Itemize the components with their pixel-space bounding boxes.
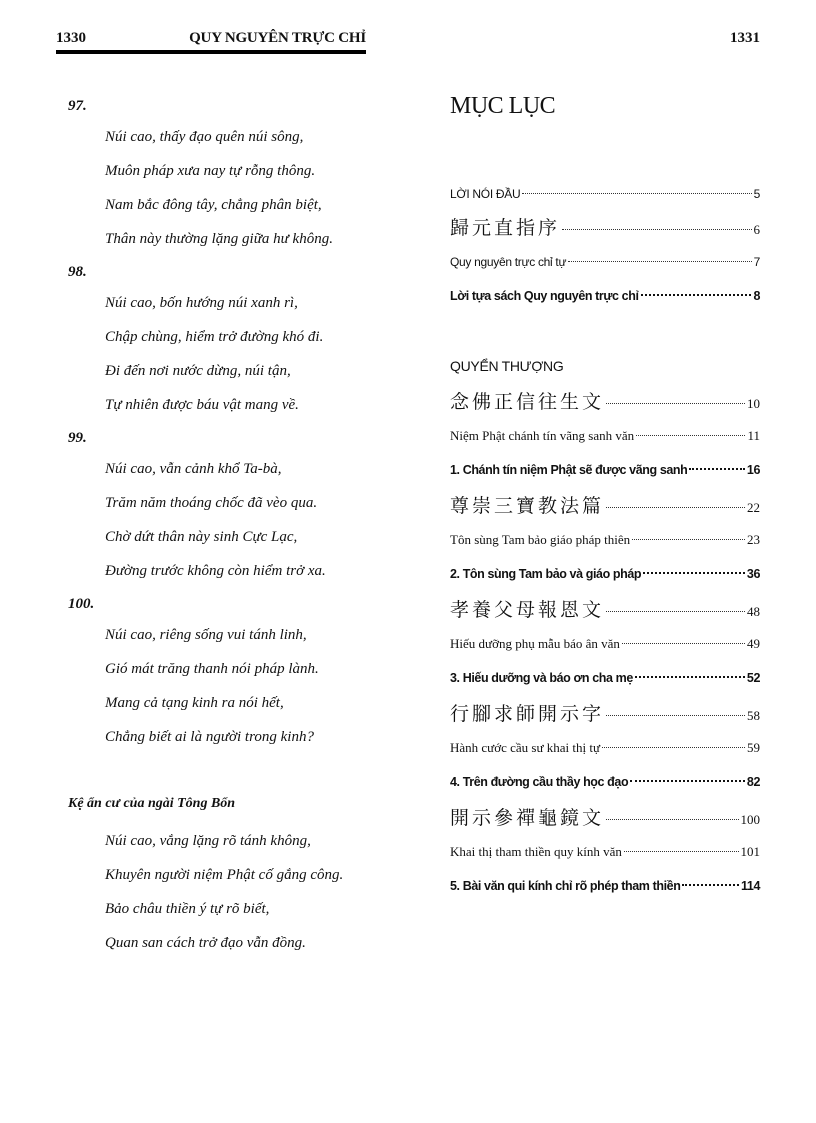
toc-front-matter: [450, 178, 760, 314]
poem-line: Chập chùng, hiểm trở đường khó đi.: [105, 329, 324, 345]
toc-entry[interactable]: [450, 868, 760, 904]
poem-line: Tự nhiên được báu vật mang về.: [105, 397, 299, 413]
toc-entry-page: 52: [746, 671, 760, 685]
toc-entry[interactable]: [450, 556, 760, 592]
toc-entry-page: 36: [746, 567, 760, 581]
toc-entry[interactable]: [450, 764, 760, 800]
toc-dot-leader: [682, 884, 739, 886]
toc-entry-label: Khai thị tham thiền quy kính văn: [450, 844, 622, 859]
toc-entry[interactable]: [450, 696, 760, 732]
poem-line: Núi cao, thấy đạo quên núi sông,: [105, 129, 304, 145]
toc-dot-leader: [635, 676, 745, 678]
toc-entry-label: 2. Tôn sùng Tam bảo và giáo pháp: [450, 567, 642, 581]
toc-dot-leader: [602, 747, 745, 748]
toc-entry-label: 4. Trên đường cầu thầy học đạo: [450, 775, 629, 789]
verse-line: Bảo châu thiền ý tự rõ biết,: [105, 901, 270, 917]
poem-line: Núi cao, riêng sống vui tánh linh,: [105, 627, 307, 643]
toc-entry-page: 22: [747, 500, 760, 515]
toc-dot-leader: [632, 539, 745, 540]
toc-entry-label: LỜI NÓI ĐẦU: [450, 187, 521, 201]
toc-title: MỤC LỤC: [450, 93, 556, 119]
toc-entry[interactable]: [450, 836, 760, 868]
header-rule: [56, 50, 366, 54]
toc-entry[interactable]: [450, 384, 760, 420]
poem-line: Gió mát trăng thanh nói pháp lành.: [105, 661, 319, 677]
poem-line: Chờ dứt thân này sinh Cực Lạc,: [105, 529, 298, 545]
toc-entry-page: 101: [740, 844, 760, 859]
toc-entry-label: 尊崇三寶教法篇: [450, 495, 605, 517]
toc-entry[interactable]: [450, 524, 760, 556]
toc-entry-page: 11: [747, 428, 760, 443]
toc-entry-label: Quy nguyên trực chỉ tự: [450, 255, 567, 269]
toc-dot-leader: [606, 715, 745, 716]
toc-entry-label: 5. Bài văn qui kính chỉ rõ phép tham thiền: [450, 879, 681, 893]
toc-dot-leader: [641, 294, 752, 296]
toc-dot-leader: [622, 643, 745, 644]
toc-entry-label: Hành cước cầu sư khai thị tự: [450, 740, 601, 755]
verse-title: Kệ ẩn cư của ngài Tông Bổn: [68, 796, 236, 811]
toc-entry-page: 16: [746, 463, 760, 477]
running-title: QUY NGUYÊN TRỰC CHỈ: [189, 30, 366, 46]
poem-number: 98.: [68, 264, 87, 280]
toc-dot-leader: [568, 261, 751, 262]
toc-entry-page: 5: [753, 187, 760, 201]
poem-line: Muôn pháp xưa nay tự rỗng thông.: [105, 163, 316, 179]
poem-number: 100.: [68, 596, 95, 612]
toc-dot-leader: [630, 780, 745, 782]
toc-entry-page: 23: [747, 532, 760, 547]
toc-entry-label: 孝養父母報恩文: [450, 599, 605, 621]
poem-line: Mang cả tạng kinh ra nói hết,: [105, 695, 284, 711]
poem-line: Chẳng biết ai là người trong kinh?: [105, 729, 314, 745]
toc-dot-leader: [522, 193, 751, 194]
toc-dot-leader: [624, 851, 739, 852]
toc-entry[interactable]: [450, 800, 760, 836]
toc-entry-page: 49: [747, 636, 760, 651]
toc-entry[interactable]: [450, 488, 760, 524]
toc-entry[interactable]: [450, 246, 760, 278]
toc-entry-label: 1. Chánh tín niệm Phật sẽ được vãng sanh: [450, 463, 688, 477]
toc-dot-leader: [606, 611, 745, 612]
poem-line: Núi cao, vẫn cảnh khổ Ta-bà,: [105, 461, 282, 477]
poem-line: Đi đến nơi nước dừng, núi tận,: [105, 363, 291, 379]
left-page-number: 1330: [56, 30, 86, 46]
toc-entry-label: 行腳求師開示字: [450, 703, 605, 725]
poem-line: Núi cao, bốn hướng núi xanh rì,: [105, 295, 298, 311]
verse-line: Khuyên người niệm Phật cố gắng công.: [105, 867, 344, 883]
toc-entry[interactable]: [450, 592, 760, 628]
poem-line: Nam bắc đông tây, chẳng phân biệt,: [105, 197, 322, 213]
right-page-number: 1331: [730, 30, 760, 46]
poem-number: 97.: [68, 98, 87, 114]
toc-entry-page: 58: [747, 708, 760, 723]
toc-dot-leader: [636, 435, 745, 436]
toc-entry[interactable]: [450, 628, 760, 660]
toc-entry-page: 82: [746, 775, 760, 789]
toc-entry-page: 59: [747, 740, 760, 755]
toc-entry[interactable]: [450, 278, 760, 314]
poem-number: 99.: [68, 430, 87, 446]
toc-section-entries: [450, 384, 760, 904]
poem-line: Thân này thường lặng giữa hư không.: [105, 231, 333, 247]
table-of-contents: [450, 86, 760, 904]
toc-entry-label: Lời tựa sách Quy nguyên trực chỉ: [450, 289, 639, 303]
toc-dot-leader: [643, 572, 745, 574]
toc-dot-leader: [606, 819, 738, 820]
toc-entry[interactable]: [450, 660, 760, 696]
toc-entry-label: 歸元直指序: [450, 217, 561, 239]
toc-entry-page: 6: [753, 222, 760, 237]
toc-entry-label: 開示參禪龜鏡文: [450, 807, 605, 829]
toc-entry-label: Tôn sùng Tam bảo giáo pháp thiên: [450, 532, 631, 547]
toc-dot-leader: [689, 468, 744, 470]
toc-entry[interactable]: [450, 210, 760, 246]
toc-entry[interactable]: [450, 178, 760, 210]
toc-entry-page: 114: [741, 879, 760, 893]
left-page-poems: [68, 90, 368, 960]
toc-entry-label: Niệm Phật chánh tín vãng sanh văn: [450, 428, 635, 443]
toc-entry-label: 念佛正信往生文: [450, 391, 605, 413]
toc-dot-leader: [606, 403, 745, 404]
toc-entry-label: 3. Hiếu dưỡng và báo ơn cha mẹ: [450, 671, 633, 685]
toc-entry-page: 8: [753, 289, 760, 303]
verse-line: Quan san cách trở đạo vẫn đồng.: [105, 935, 306, 951]
poem-line: Trăm năm thoáng chốc đã vèo qua.: [105, 495, 318, 511]
toc-entry-page: 10: [747, 396, 760, 411]
toc-section-heading: QUYỂN THƯỢNG: [450, 358, 564, 374]
toc-dot-leader: [562, 229, 751, 230]
toc-entry-page: 100: [740, 812, 760, 827]
toc-entry[interactable]: [450, 420, 760, 452]
toc-entry-label: Hiếu dưỡng phụ mẫu báo ân văn: [450, 636, 620, 651]
toc-dot-leader: [606, 507, 745, 508]
toc-entry-page: 48: [747, 604, 760, 619]
poem-line: Đường trước không còn hiểm trở xa.: [105, 563, 326, 579]
toc-entry[interactable]: [450, 452, 760, 488]
toc-entry-page: 7: [753, 255, 760, 269]
page-header: [0, 0, 816, 60]
toc-entry[interactable]: [450, 732, 760, 764]
verse-line: Núi cao, vắng lặng rõ tánh không,: [105, 833, 311, 849]
